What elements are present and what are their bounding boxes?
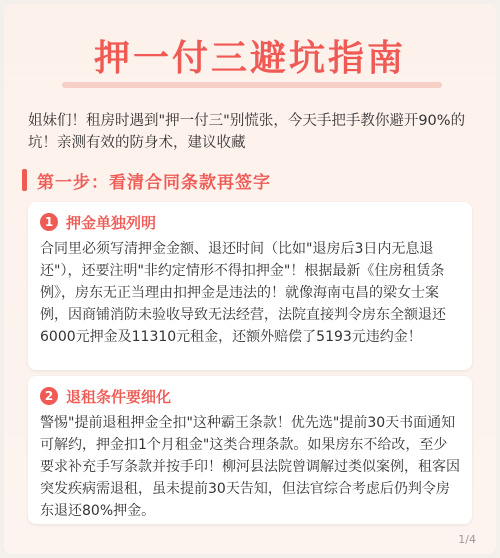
section-body: 警惕"提前退租押金全扣"这种霸王条款！优先选"提前30天书面通知可解约，押金扣1个月租金"这类合理条款。如果房东不给改，至少要求补充手写条款并按手印！柳河县法院曾调解过类似案例，租客因突发疾病需退租，虽未提前30天告知，但法官综合考虑后仍判令房东退还80%押金。	[40, 415, 460, 519]
title-underline	[62, 82, 442, 88]
section-title: 押金单独列明	[66, 213, 157, 232]
note-card	[4, 4, 496, 554]
section-body: 合同里必须写清押金金额、退还时间（比如"退房后3日内无息退还"），还要注明"非约定情形不得扣押金"！根据最新《住房租赁条例》，房东无正当理由扣押金是违法的！就像海南屯昌的梁女士案例，因商铺消防未验收导致无法经营，法院直接判令房东全额退还6000元押金及11310元租金，还额外赔偿了5193元违约金！	[40, 241, 446, 345]
section-card-1	[28, 202, 472, 370]
section-card-2	[28, 376, 472, 524]
step-heading	[22, 166, 478, 194]
page-title: 押一付三避坑指南	[93, 38, 406, 79]
step-marker	[22, 169, 27, 191]
section-header	[40, 210, 460, 234]
page-indicator: 1/4	[458, 533, 476, 546]
section-number-badge: 1	[40, 213, 58, 231]
intro-text: 姐妹们！租房时遇到"押一付三"别慌张，今天手把手教你避开90%的坑！亲测有效的防身术，建议收藏	[28, 113, 466, 151]
section-title: 退租条件要细化	[66, 387, 172, 406]
section-header	[40, 384, 460, 408]
section-number-badge: 2	[40, 387, 58, 405]
step-label: 第一步：看清合同条款再签字	[37, 172, 271, 193]
